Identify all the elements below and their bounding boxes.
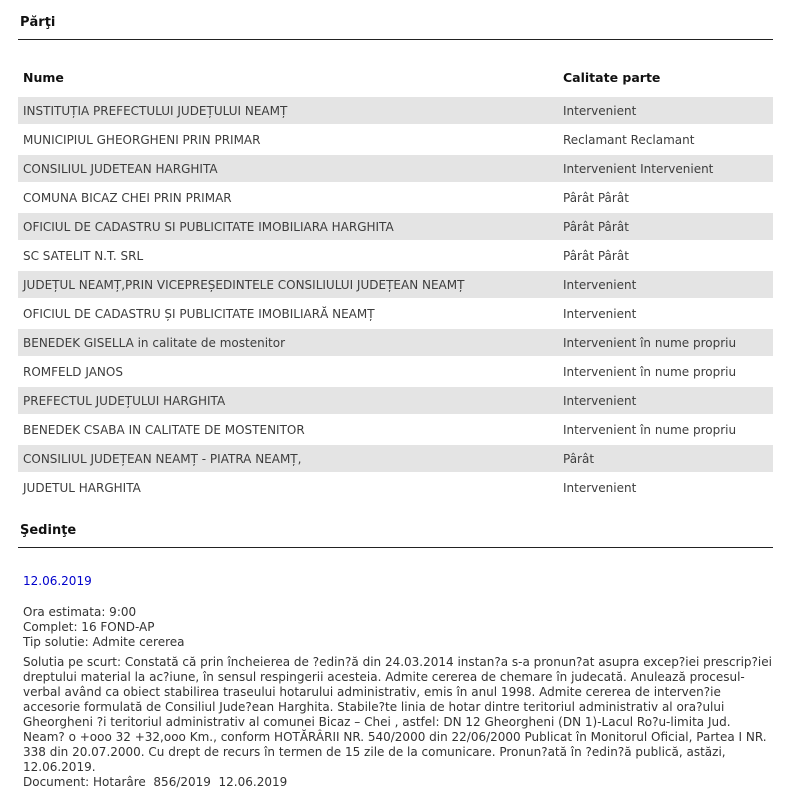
party-quality: Pârât Pârât	[563, 190, 629, 205]
party-name: ROMFELD JANOS	[23, 364, 123, 379]
table-row	[18, 416, 773, 443]
party-name: INSTITUȚIA PREFECTULUI JUDEȚULUI NEAMȚ	[23, 103, 288, 118]
hearing-block	[18, 548, 776, 790]
hearing-estimated-time: Ora estimata: 9:00	[23, 605, 137, 619]
table-row	[18, 329, 773, 356]
party-name: JUDETUL HARGHITA	[23, 480, 141, 495]
party-name: BENEDEK CSABA IN CALITATE DE MOSTENITOR	[23, 422, 305, 437]
party-quality: Intervenient	[563, 277, 637, 292]
hearing-panel: Complet: 16 FOND-AP	[23, 620, 155, 634]
party-name: CONSILIUL JUDEȚEAN NEAMȚ - PIATRA NEAMȚ,	[23, 451, 302, 466]
party-quality: Intervenient în nume propriu	[563, 422, 737, 437]
party-name: SC SATELIT N.T. SRL	[23, 248, 144, 263]
party-quality: Intervenient	[563, 306, 637, 321]
table-row	[18, 387, 773, 414]
hearing-details	[23, 605, 776, 790]
hearing-solution-summary: Solutia pe scurt: Constată că prin încheierea de ?edin?ă din 24.03.2014 instan?a s-a pronun?at asupra excep?iei prescrip?iei dreptului material la ac?iune, în sensul respingerii acesteia. Admite cererea de chemare în judecată. Anulează procesul-verbal având ca obiect stabilirea traseului hotarului administrativ, emis în anul 1998. Admite cererea de interven?ie accesorie formulată de Consiliul Jude?ean Harghita. Stabile?te linia de hotar dintre teritoriul administrativ al ora?ului Gheorgheni ?i teritoriul administrativ al comunei Bicaz – Chei , astfel: DN 12 Gheorgheni (DN 1)-Lacul Ro?u-limita Jud. Neam? o +ooo 32 +32,ooo Km., conform HOTĂRÂRII NR. 540/2000 din 22/06/2000 Publicat în Monitorul Oficial, Partea I NR. 338 din 20.07.2000. Cu drept de recurs în termen de 15 zile de la comunicare. Pronun?ată în ?edin?ă publică, astăzi, 12.06.2019.	[23, 655, 776, 774]
party-name: MUNICIPIUL GHEORGHENI PRIN PRIMAR	[23, 132, 261, 147]
party-name: BENEDEK GISELLA in calitate de mostenitor	[23, 335, 286, 350]
party-quality: Intervenient	[563, 393, 637, 408]
party-quality: Pârât	[563, 451, 595, 466]
table-row	[18, 97, 773, 124]
party-quality: Intervenient	[563, 480, 637, 495]
sessions-section	[18, 523, 776, 790]
table-row	[18, 242, 773, 269]
party-name: PREFECTUL JUDEȚULUI HARGHITA	[23, 393, 226, 408]
party-name: OFICIUL DE CADASTRU ȘI PUBLICITATE IMOBILIARĂ NEAMȚ	[23, 306, 375, 321]
sessions-section-heading: Şedinţe	[18, 523, 773, 548]
table-row	[18, 155, 773, 182]
column-header-name: Nume	[23, 70, 64, 85]
table-row	[18, 474, 773, 501]
party-quality: Intervenient în nume propriu	[563, 364, 737, 379]
party-name: JUDEȚUL NEAMȚ,PRIN VICEPREȘEDINTELE CONSILIULUI JUDEȚEAN NEAMȚ	[23, 277, 465, 292]
party-quality: Intervenient în nume propriu	[563, 335, 737, 350]
party-quality: Intervenient Intervenient	[563, 161, 714, 176]
party-quality: Pârât Pârât	[563, 219, 629, 234]
table-row	[18, 126, 773, 153]
hearing-solution-type: Tip solutie: Admite cererea	[23, 635, 185, 649]
table-row	[18, 445, 773, 472]
party-quality: Intervenient	[563, 103, 637, 118]
party-name: CONSILIUL JUDETEAN HARGHITA	[23, 161, 218, 176]
table-row	[18, 300, 773, 327]
party-quality: Pârât Pârât	[563, 248, 629, 263]
column-header-quality: Calitate parte	[563, 70, 661, 85]
hearing-document: Document: Hotarâre 856/2019 12.06.2019	[23, 775, 288, 789]
parties-table-header	[18, 66, 773, 95]
parties-table	[18, 66, 773, 501]
hearing-date-link[interactable]: 12.06.2019	[23, 574, 92, 588]
parties-section-heading: Părţi	[18, 15, 773, 40]
party-name: COMUNA BICAZ CHEI PRIN PRIMAR	[23, 190, 232, 205]
table-row	[18, 213, 773, 240]
table-row	[18, 271, 773, 298]
party-name: OFICIUL DE CADASTRU SI PUBLICITATE IMOBILIARA HARGHITA	[23, 219, 394, 234]
party-quality: Reclamant Reclamant	[563, 132, 695, 147]
table-row	[18, 358, 773, 385]
table-row	[18, 184, 773, 211]
